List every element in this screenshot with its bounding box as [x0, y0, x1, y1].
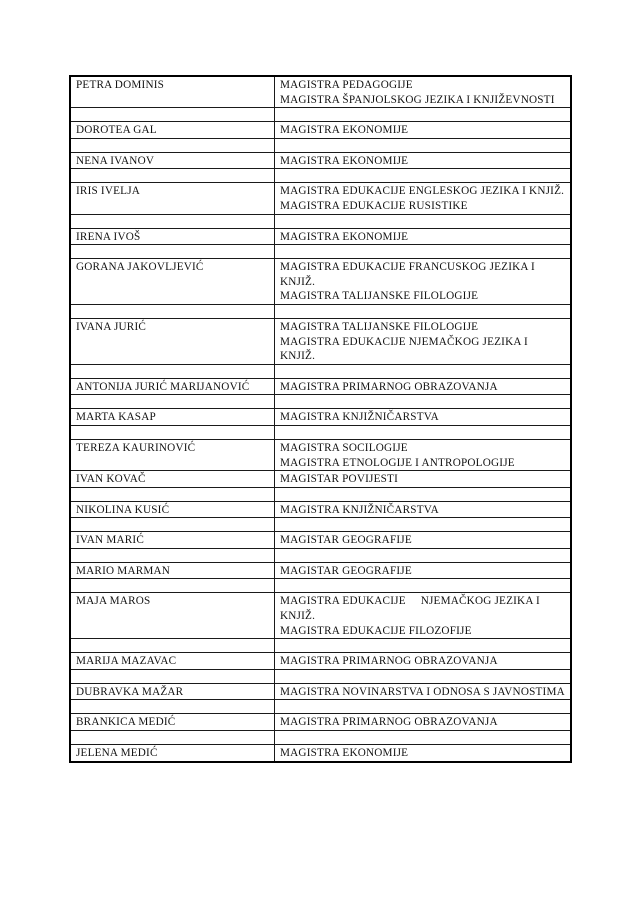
person-name-cell: MAJA MAROS — [70, 593, 275, 639]
table-row — [70, 183, 571, 214]
degree-title: MAGISTRA ETNOLOGIJE I ANTROPOLOGIJE — [280, 456, 515, 469]
empty-cell — [70, 639, 275, 653]
degree-title: MAGISTRA EDUKACIJE FILOZOFIJE — [280, 624, 472, 637]
spacer-row — [70, 138, 571, 152]
table-row — [70, 76, 571, 108]
degree-title: MAGISTRA EKONOMIJE — [280, 124, 409, 137]
empty-cell — [70, 214, 275, 228]
degree-cell — [275, 439, 572, 470]
table-row — [70, 122, 571, 139]
person-name-cell: MARIO MARMAN — [70, 562, 275, 579]
spacer-row — [70, 395, 571, 409]
empty-cell — [275, 214, 572, 228]
degree-cell — [275, 593, 572, 639]
empty-cell — [70, 518, 275, 532]
spacer-row — [70, 214, 571, 228]
degree-title: MAGISTRA ŠPANJOLSKOG JEZIKA I KNJIŽEVNOSTI — [280, 93, 555, 106]
degree-cell — [275, 562, 572, 579]
degree-title: MAGISTRA EDUKACIJE NJEMAČKOG JEZIKA I KNJIŽ. — [280, 595, 543, 623]
empty-cell — [70, 169, 275, 183]
person-name-cell: NIKOLINA KUSIĆ — [70, 501, 275, 518]
spacer-row — [70, 548, 571, 562]
empty-cell — [70, 548, 275, 562]
spacer-row — [70, 518, 571, 532]
degree-title: MAGISTRA KNJIŽNIČARSTVA — [280, 503, 439, 516]
person-name-cell: IRIS IVELJA — [70, 183, 275, 214]
empty-cell — [70, 108, 275, 122]
empty-cell — [70, 138, 275, 152]
degree-title: MAGISTRA EKONOMIJE — [280, 154, 409, 167]
person-name-cell: MARTA KASAP — [70, 409, 275, 426]
empty-cell — [275, 669, 572, 683]
person-name-cell: ANTONIJA JURIĆ MARIJANOVIĆ — [70, 378, 275, 395]
table-row — [70, 593, 571, 639]
degree-cell — [275, 683, 572, 700]
degree-title: MAGISTAR POVIJESTI — [280, 473, 399, 486]
empty-cell — [70, 669, 275, 683]
degree-title: MAGISTRA EDUKACIJE ENGLESKOG JEZIKA I KNJIŽ. — [280, 185, 565, 198]
degree-cell — [275, 653, 572, 670]
degree-cell — [275, 714, 572, 731]
degree-title: MAGISTRA EKONOMIJE — [280, 230, 409, 243]
person-name-cell: IVANA JURIĆ — [70, 318, 275, 364]
empty-cell — [70, 245, 275, 259]
table-row — [70, 501, 571, 518]
spacer-row — [70, 669, 571, 683]
empty-cell — [275, 548, 572, 562]
person-name-cell: DOROTEA GAL — [70, 122, 275, 139]
table-row — [70, 562, 571, 579]
empty-cell — [275, 395, 572, 409]
empty-cell — [275, 138, 572, 152]
table-row — [70, 318, 571, 364]
spacer-row — [70, 731, 571, 745]
empty-cell — [70, 731, 275, 745]
person-name-cell: GORANA JAKOVLJEVIĆ — [70, 259, 275, 305]
degree-title: MAGISTAR GEOGRAFIJE — [280, 564, 412, 577]
table-row — [70, 714, 571, 731]
table-row — [70, 409, 571, 426]
person-name-cell: PETRA DOMINIS — [70, 76, 275, 108]
person-name-cell: MARIJA MAZAVAC — [70, 653, 275, 670]
spacer-row — [70, 304, 571, 318]
degree-title: MAGISTAR GEOGRAFIJE — [280, 534, 412, 547]
empty-cell — [275, 639, 572, 653]
degree-title: MAGISTRA SOCILOGIJE — [280, 441, 408, 454]
spacer-row — [70, 169, 571, 183]
table-row — [70, 745, 571, 762]
table-row — [70, 259, 571, 305]
degree-cell — [275, 228, 572, 245]
degree-title: MAGISTRA TALIJANSKE FILOLOGIJE — [280, 320, 479, 333]
degree-title: MAGISTRA TALIJANSKE FILOLOGIJE — [280, 290, 479, 303]
degree-title: MAGISTRA NOVINARSTVA I ODNOSA S JAVNOSTIMA — [280, 685, 565, 698]
person-name-cell: TEREZA KAURINOVIĆ — [70, 439, 275, 470]
degree-title: MAGISTRA PRIMARNOG OBRAZOVANJA — [280, 380, 498, 393]
degree-cell — [275, 501, 572, 518]
person-name-cell: JELENA MEDIĆ — [70, 745, 275, 762]
empty-cell — [275, 731, 572, 745]
empty-cell — [275, 518, 572, 532]
table-row — [70, 653, 571, 670]
table-row — [70, 532, 571, 549]
spacer-row — [70, 579, 571, 593]
person-name-cell: IRENA IVOŠ — [70, 228, 275, 245]
empty-cell — [70, 579, 275, 593]
spacer-row — [70, 639, 571, 653]
table-row — [70, 152, 571, 169]
degree-cell — [275, 259, 572, 305]
spacer-row — [70, 425, 571, 439]
spacer-row — [70, 245, 571, 259]
person-name-cell: DUBRAVKA MAŽAR — [70, 683, 275, 700]
degree-cell — [275, 183, 572, 214]
empty-cell — [70, 304, 275, 318]
spacer-row — [70, 108, 571, 122]
empty-cell — [275, 304, 572, 318]
empty-cell — [275, 169, 572, 183]
graduates-table-body — [70, 76, 571, 762]
empty-cell — [70, 700, 275, 714]
degree-cell — [275, 471, 572, 488]
degree-title: MAGISTRA KNJIŽNIČARSTVA — [280, 411, 439, 424]
empty-cell — [275, 425, 572, 439]
degree-cell — [275, 532, 572, 549]
table-row — [70, 378, 571, 395]
empty-cell — [70, 487, 275, 501]
degree-title: MAGISTRA EDUKACIJE NJEMAČKOG JEZIKA I KNJIŽ. — [280, 335, 531, 363]
spacer-row — [70, 700, 571, 714]
degree-cell — [275, 409, 572, 426]
graduates-table — [69, 75, 572, 763]
degree-cell — [275, 122, 572, 139]
degree-title: MAGISTRA PEDAGOGIJE — [280, 79, 413, 91]
degree-title: MAGISTRA PRIMARNOG OBRAZOVANJA — [280, 655, 498, 668]
degree-cell — [275, 318, 572, 364]
degree-cell — [275, 745, 572, 762]
degree-title: MAGISTRA EDUKACIJE FRANCUSKOG JEZIKA I KNJIŽ. — [280, 261, 538, 288]
degree-cell — [275, 76, 572, 108]
spacer-row — [70, 487, 571, 501]
table-row — [70, 228, 571, 245]
empty-cell — [275, 108, 572, 122]
degree-cell — [275, 152, 572, 169]
empty-cell — [275, 579, 572, 593]
empty-cell — [70, 364, 275, 378]
degree-title: MAGISTRA PRIMARNOG OBRAZOVANJA — [280, 716, 498, 729]
degree-title: MAGISTRA EDUKACIJE RUSISTIKE — [280, 199, 468, 212]
person-name-cell: NENA IVANOV — [70, 152, 275, 169]
empty-cell — [275, 364, 572, 378]
empty-cell — [275, 245, 572, 259]
empty-cell — [275, 487, 572, 501]
degree-cell — [275, 378, 572, 395]
spacer-row — [70, 364, 571, 378]
person-name-cell: IVAN MARIĆ — [70, 532, 275, 549]
empty-cell — [70, 425, 275, 439]
table-row — [70, 439, 571, 470]
table-row — [70, 683, 571, 700]
empty-cell — [70, 395, 275, 409]
person-name-cell: IVAN KOVAČ — [70, 471, 275, 488]
person-name-cell: BRANKICA MEDIĆ — [70, 714, 275, 731]
table-row — [70, 471, 571, 488]
empty-cell — [275, 700, 572, 714]
degree-title: MAGISTRA EKONOMIJE — [280, 747, 409, 760]
